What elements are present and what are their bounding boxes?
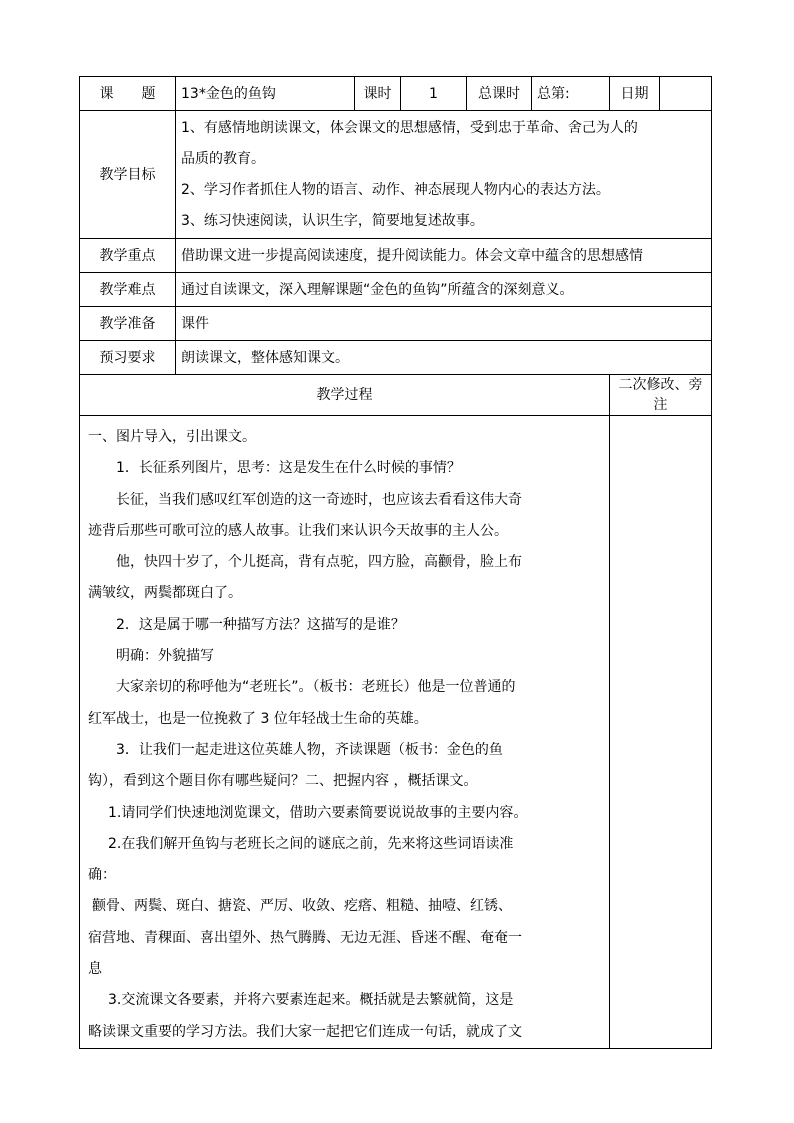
process-paragraph: 1.请同学们快速地浏览课文，借助六要素简要说说故事的主要内容。 [108, 804, 528, 821]
process-content [80, 416, 610, 1049]
process-paragraph: 大家亲切的称呼他为“老班长”。（板书：老班长）他是一位普通的 [116, 679, 516, 696]
total-number-label: 总第: [532, 77, 610, 111]
preparation-label: 教学准备 [80, 307, 176, 341]
process-paragraph: 长征，当我们感叹红军创造的这一奇迹时，也应该去看看这伟大奇 [116, 491, 522, 508]
goals-row [80, 111, 712, 239]
side-notes-header: 二次修改、旁注 [610, 375, 712, 416]
difficulties-label: 教学难点 [80, 273, 176, 307]
process-paragraph: 迹背后那些可歌可泣的感人故事。让我们来认识今天故事的主人公。 [88, 522, 508, 539]
goal-line: 2、学习作者抓住人物的语言、动作、神态展现人物内心的表达方法。 [181, 181, 610, 198]
date-label: 日期 [610, 77, 660, 111]
date-value [660, 77, 712, 111]
key-points-row [80, 239, 712, 273]
lesson-plan-table [79, 76, 712, 1049]
difficulties-value: 通过自读课文，深入理解课题“金色的鱼钩”所蕴含的深刻意义。 [176, 273, 712, 307]
goal-line: 1、有感情地朗读课文，体会课文的思想感情，受到忠于革命、舍己为人的 [181, 119, 638, 136]
process-paragraph: 1．长征系列图片，思考：这是发生在什么时候的事情？ [116, 460, 461, 477]
difficulties-row [80, 273, 712, 307]
process-paragraph: 2.在我们解开鱼钩与老班长之间的谜底之前，先来将这些词语读准 [108, 835, 514, 852]
process-paragraph: 满皱纹，两鬓都斑白了。 [88, 585, 242, 602]
process-paragraph: 一、图片导入，引出课文。 [88, 429, 256, 445]
process-paragraph: 2．这是属于哪一种描写方法？这描写的是谁？ [116, 616, 405, 633]
goals-label: 教学目标 [80, 111, 176, 239]
process-paragraph: 息 [88, 961, 102, 978]
process-paragraph: 他，快四十岁了，个儿挺高，背有点驼，四方脸，高颧骨，脸上布 [116, 554, 522, 571]
course-label: 课 题 [80, 77, 176, 111]
preview-label: 预习要求 [80, 341, 176, 375]
header-row [80, 77, 712, 111]
process-paragraph: 略读课文重要的学习方法。我们大家一起把它们连成一句话，就成了文 [88, 1023, 522, 1040]
process-paragraph: 宿营地、青稞面、喜出望外、热气腾腾、无边无涯、昏迷不醒、奄奄一 [88, 929, 522, 946]
process-paragraph: 确： [88, 867, 116, 884]
preview-value: 朗读课文，整体感知课文。 [176, 341, 712, 375]
key-points-label: 教学重点 [80, 239, 176, 273]
process-header: 教学过程 [80, 375, 610, 416]
preparation-value: 课件 [176, 307, 712, 341]
preparation-row [80, 307, 712, 341]
period-label: 课时 [355, 77, 401, 111]
goal-line: 3、练习快速阅读，认识生字，简要地复述故事。 [181, 212, 484, 229]
goal-line: 品质的教育。 [181, 150, 265, 167]
process-paragraph: 3.交流课文各要素，并将六要素连起来。概括就是去繁就简，这是 [108, 992, 514, 1009]
total-periods-label: 总课时 [467, 77, 532, 111]
process-header-row [80, 375, 712, 416]
process-row [80, 416, 712, 1049]
process-paragraph: 钩），看到这个题目你有哪些疑问？二、把握内容 ，概括课文。 [88, 773, 478, 790]
side-notes-content [610, 416, 712, 1049]
goals-content [176, 111, 712, 239]
process-paragraph: 3．让我们一起走进这位英雄人物，齐读课题（板书：金色的鱼 [116, 741, 503, 758]
process-paragraph: 明确：外貌描写 [116, 648, 214, 665]
key-points-value: 借助课文进一步提高阅读速度，提升阅读能力。体会文章中蕴含的思想感情 [176, 239, 712, 273]
period-value: 1 [401, 77, 467, 111]
process-paragraph: 颧骨、两鬓、斑白、搪瓷、严厉、收敛、疙瘩、粗糙、抽噎、红锈、 [92, 898, 512, 915]
process-paragraph: 红军战士，也是一位挽救了 3 位年轻战士生命的英雄。 [88, 710, 428, 727]
preview-row [80, 341, 712, 375]
course-title: 13*金色的鱼钩 [176, 77, 355, 111]
